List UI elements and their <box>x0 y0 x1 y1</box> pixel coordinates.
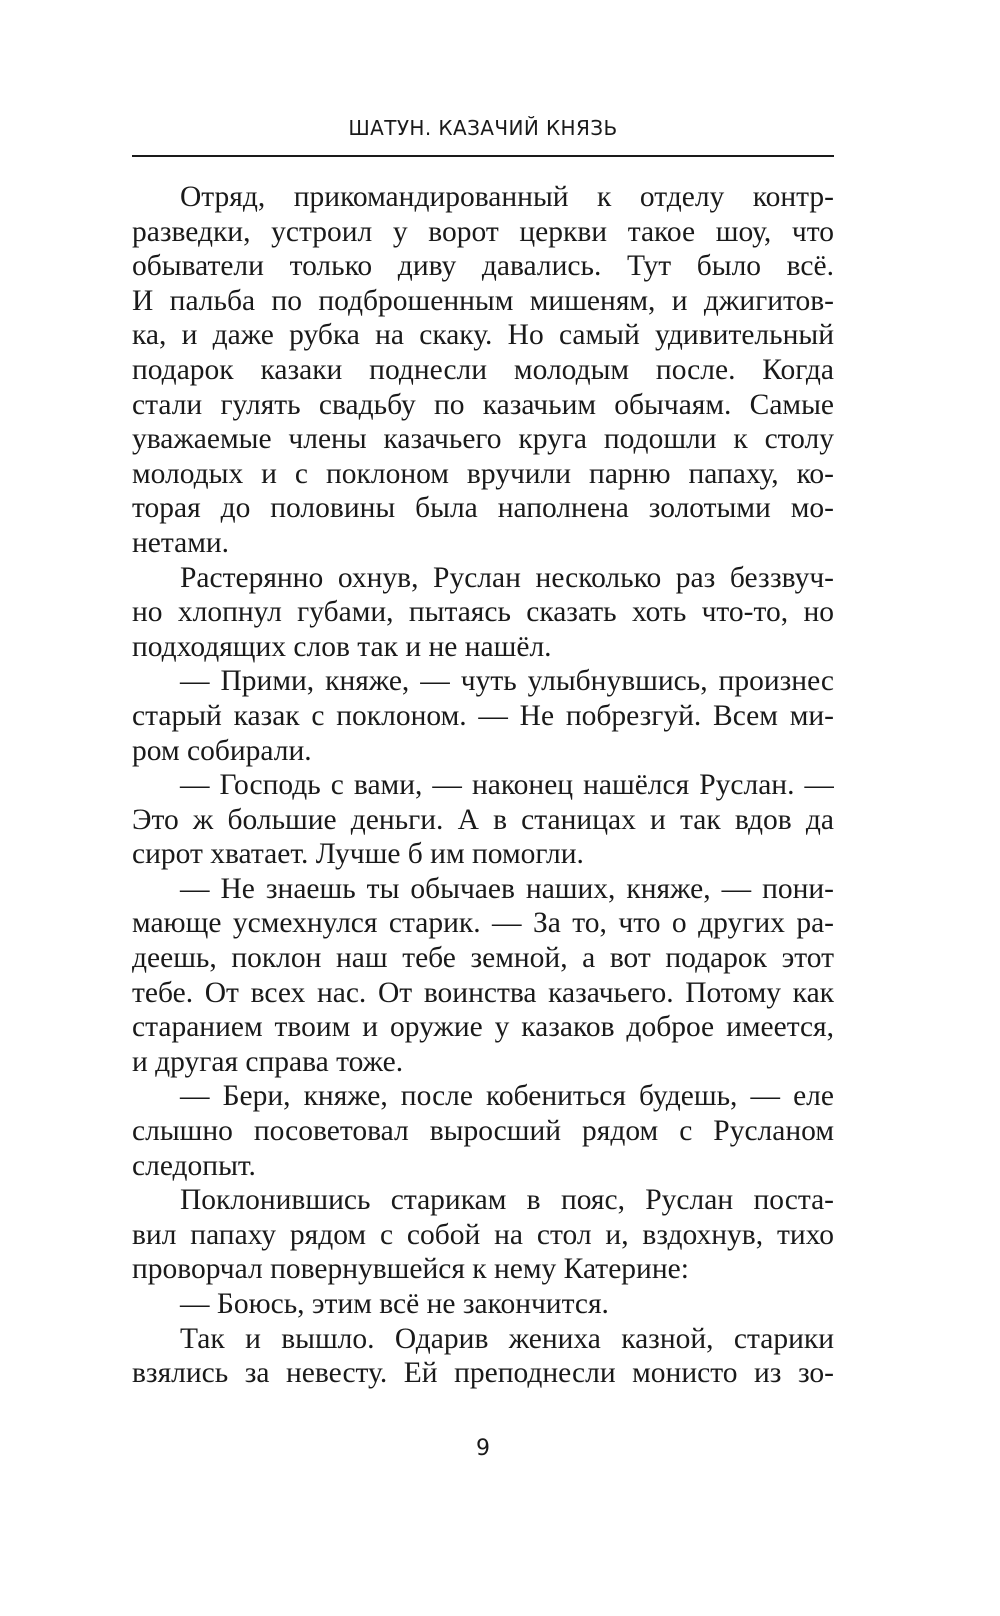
text-line: Это ж большие деньги. А в станицах и так вдов да <box>132 803 834 836</box>
text-line: торая до половины была наполнена золотыми мо- <box>132 492 834 525</box>
text-line: деешь, поклон наш тебе земной, а вот подарок этот <box>132 942 834 975</box>
text-line: Так и вышло. Одарив жениха казной, старики <box>180 1322 834 1355</box>
text-line: — Бери, княже, после кобениться будешь, — еле <box>180 1080 834 1113</box>
text-line: обыватели только диву давались. Тут было всё. <box>132 250 834 283</box>
text-line: взялись за невесту. Ей преподнесли монисто из зо- <box>132 1357 834 1390</box>
text-line: мающе усмехнулся старик. — За то, что о других ра- <box>132 907 834 940</box>
text-line: но хлопнул губами, пытаясь сказать хоть что-то, но <box>132 596 834 629</box>
text-line: — Господь с вами, — наконец нашёлся Руслан. — <box>180 769 834 802</box>
text-line: нетами. <box>132 526 230 559</box>
text-line: — Прими, княже, — чуть улыбнувшись, произнес <box>180 665 834 698</box>
text-line: вил папаху рядом с собой на стол и, вздохнув, тихо <box>132 1218 834 1251</box>
body-text <box>132 180 834 1391</box>
text-line: И пальба по подброшенным мишеням, и джигитов- <box>132 284 834 317</box>
text-line: подходящих слов так и не нашёл. <box>132 630 552 663</box>
text-line: уважаемые члены казачьего круга подошли к столу <box>132 423 834 456</box>
text-line: стали гулять свадьбу по казачьим обычаям. Самые <box>132 388 834 421</box>
text-line: старанием твоим и оружие у казаков доброе имеется, <box>132 1011 834 1044</box>
text-line: и другая справа тоже. <box>132 1045 404 1078</box>
text-line: проворчал повернувшейся к нему Катерине: <box>132 1253 689 1286</box>
text-line: Отряд, прикомандированный к отделу контр- <box>180 181 834 213</box>
text-line: следопыт. <box>132 1149 256 1182</box>
text-line: разведки, устроил у ворот церкви такое шоу, что <box>132 215 834 248</box>
text-line: молодых и с поклоном вручили парню папаху, ко- <box>132 457 834 490</box>
text-line: — Не знаешь ты обычаев наших, княже, — пони- <box>180 872 834 905</box>
text-line: ка, и даже рубка на скаку. Но самый удивительный <box>132 319 834 352</box>
text-line: старый казак с поклоном. — Не побрезгуй. Всем ми- <box>132 699 834 732</box>
text-line: тебе. От всех нас. От воинства казачьего. Потому как <box>132 976 834 1009</box>
running-head-title: ШАТУН. КАЗАЧИЙ КНЯЗЬ <box>348 116 618 140</box>
text-line: сирот хватает. Лучше б им помогли. <box>132 838 584 871</box>
text-line: Растерянно охнув, Руслан несколько раз беззвуч- <box>180 561 834 594</box>
page-number: 9 <box>476 1436 490 1461</box>
text-line: — Боюсь, этим всё не закончится. <box>180 1288 609 1320</box>
text-line: подарок казаки поднесли молодым после. Когда <box>132 353 834 386</box>
text-line: Поклонившись старикам в пояс, Руслан поста- <box>180 1184 834 1217</box>
header-rule <box>132 155 834 157</box>
text-line: слышно посоветовал выросший рядом с Русланом <box>132 1115 834 1148</box>
text-line: ром собирали. <box>132 734 312 767</box>
